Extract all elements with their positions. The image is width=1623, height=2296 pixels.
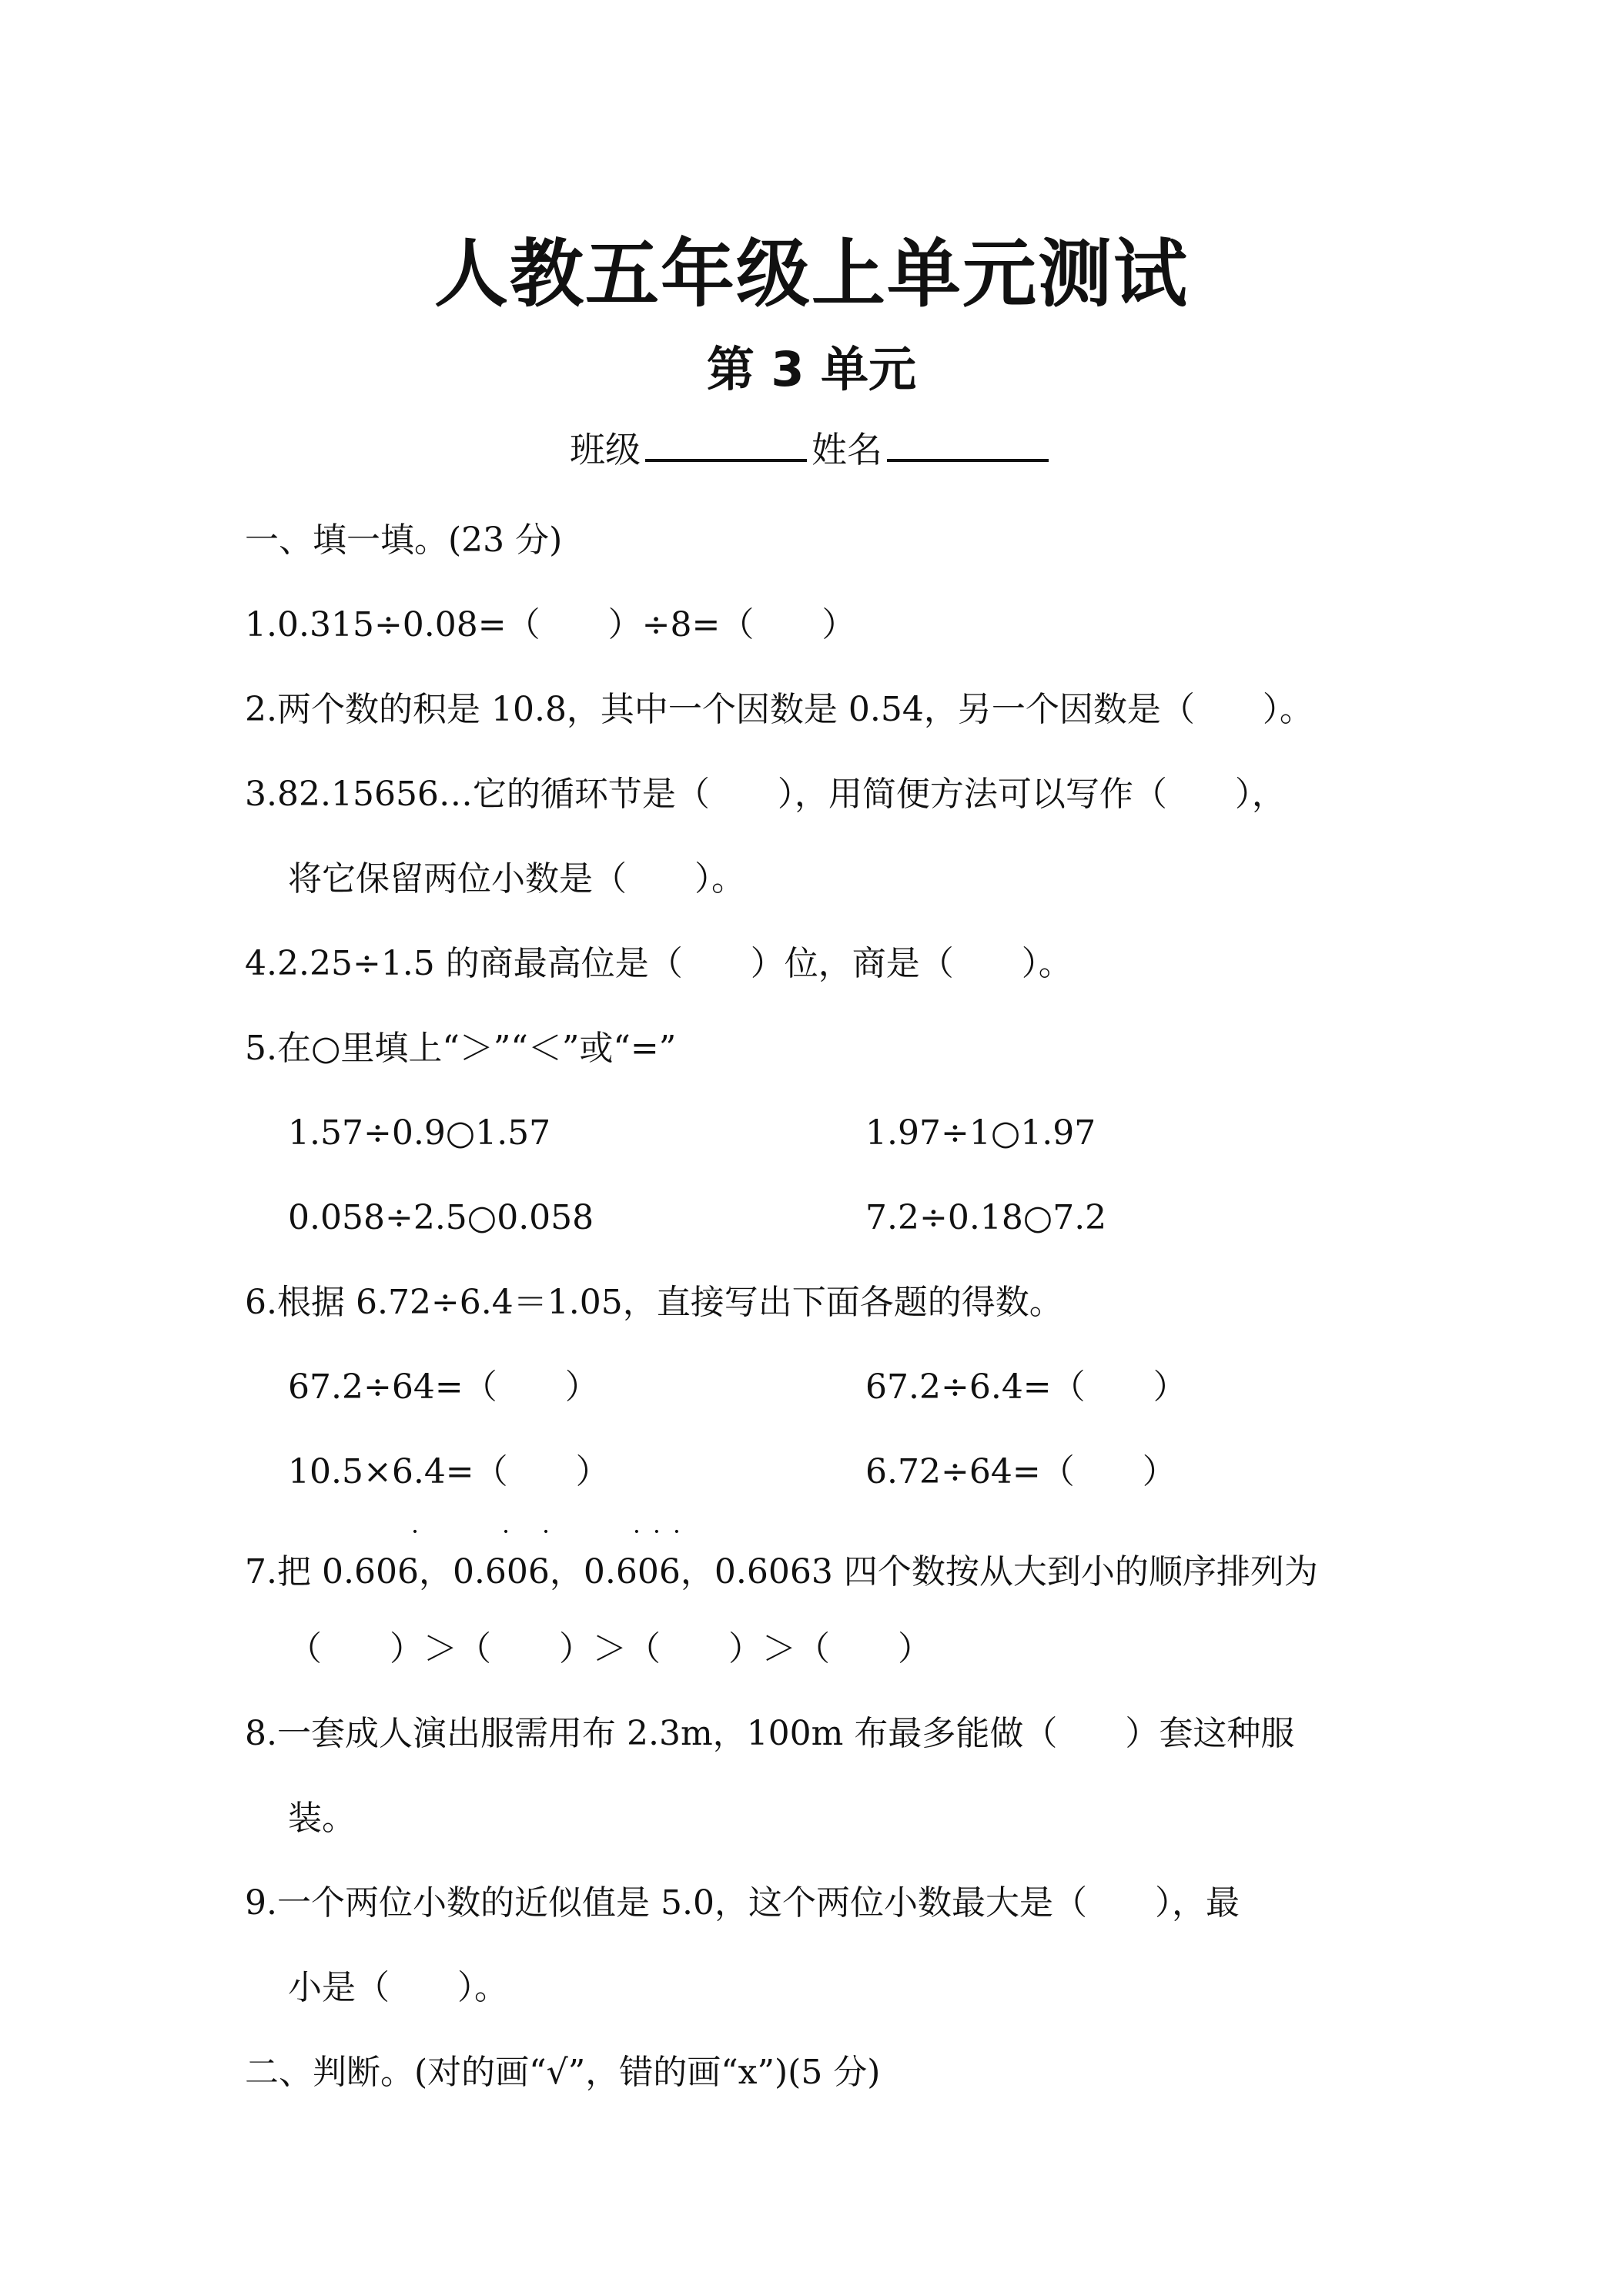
question-2: 2.两个数的积是 10.8，其中一个因数是 0.54，另一个因数是（ ）。 bbox=[245, 690, 1313, 729]
question-6-item-2: 67.2÷6.4=（ ） bbox=[865, 1367, 1187, 1407]
question-7-line2: （ ）＞（ ）＞（ ）＞（ ） bbox=[288, 1629, 932, 1668]
question-6-item-4: 6.72÷64=（ ） bbox=[865, 1452, 1176, 1491]
class-label: 班级 bbox=[570, 429, 641, 470]
question-6-item-3: 10.5×6.4=（ ） bbox=[288, 1452, 610, 1491]
q7-prefix: 7.把 bbox=[245, 1552, 322, 1591]
question-5-item-3: 0.058÷2.5○0.058 bbox=[288, 1198, 594, 1237]
repeating-decimal-1: 0.606 ˙ bbox=[321, 1527, 422, 1591]
name-blank[interactable] bbox=[887, 428, 1049, 462]
q7-rest: ，0.6063 四个数按从大到小的顺序排列为 bbox=[680, 1552, 1318, 1591]
repeat-dot-mark: ˙ bbox=[498, 1527, 513, 1558]
class-blank[interactable] bbox=[645, 428, 807, 462]
question-1: 1.0.315÷0.08=（ ）÷8=（ ） bbox=[245, 605, 856, 644]
name-bar bbox=[0, 422, 1623, 473]
question-5: 5.在○里填上“＞”“＜”或“=” bbox=[245, 1029, 677, 1068]
question-8-line1: 8.一套成人演出服需用布 2.3m，100m 布最多能做（ ）套这种服 bbox=[245, 1714, 1295, 1753]
question-5-item-2: 1.97÷1○1.97 bbox=[865, 1113, 1096, 1153]
repeat-dot-mark: ˙ bbox=[407, 1527, 422, 1558]
repeating-decimal-3: 0.606 ˙ ˙ ˙ bbox=[583, 1527, 684, 1591]
question-8-line2: 装。 bbox=[288, 1799, 356, 1838]
question-3-line1: 3.82.15656…它的循环节是（ ），用简便方法可以写作（ ）， bbox=[245, 775, 1286, 814]
question-9-line2: 小是（ ）。 bbox=[288, 1968, 508, 2007]
question-4: 4.2.25÷1.5 的商最高位是（ ）位，商是（ ）。 bbox=[245, 944, 1073, 983]
section2-heading: 二、判断。(对的画“√”，错的画“x”)(5 分) bbox=[245, 2053, 881, 2092]
question-3-line2: 将它保留两位小数是（ ）。 bbox=[288, 859, 745, 899]
repeat-dot-mark: ˙ bbox=[669, 1527, 684, 1558]
repeat-dot-mark: ˙ bbox=[629, 1527, 644, 1558]
question-9-line1: 9.一个两位小数的近似值是 5.0，这个两位小数最大是（ ），最 bbox=[245, 1883, 1240, 1923]
repeat-dot-mark: ˙ bbox=[538, 1527, 553, 1558]
question-5-item-1: 1.57÷0.9○1.57 bbox=[288, 1113, 551, 1153]
question-6-item-1: 67.2÷64=（ ） bbox=[288, 1367, 599, 1407]
repeating-decimal-2: 0.606 ˙ ˙ bbox=[452, 1527, 553, 1591]
page-title: 人教五年级上单元测试 bbox=[434, 231, 1189, 317]
question-5-item-4: 7.2÷0.18○7.2 bbox=[865, 1198, 1107, 1237]
question-7-line1: 7.把 0.606 ˙ ，0.606 ˙ ˙ ，0.606 ˙ ˙ ˙ ，0.6063 四个数按从大到小的顺序排列为 bbox=[245, 1549, 1318, 1595]
repeat-dot-mark: ˙ bbox=[649, 1527, 664, 1558]
question-6: 6.根据 6.72÷6.4＝1.05，直接写出下面各题的得数。 bbox=[245, 1283, 1063, 1322]
name-label: 姓名 bbox=[812, 429, 882, 470]
section1-heading: 一、填一填。(23 分) bbox=[245, 520, 563, 560]
unit-subtitle: 第 3 单元 bbox=[706, 341, 917, 397]
